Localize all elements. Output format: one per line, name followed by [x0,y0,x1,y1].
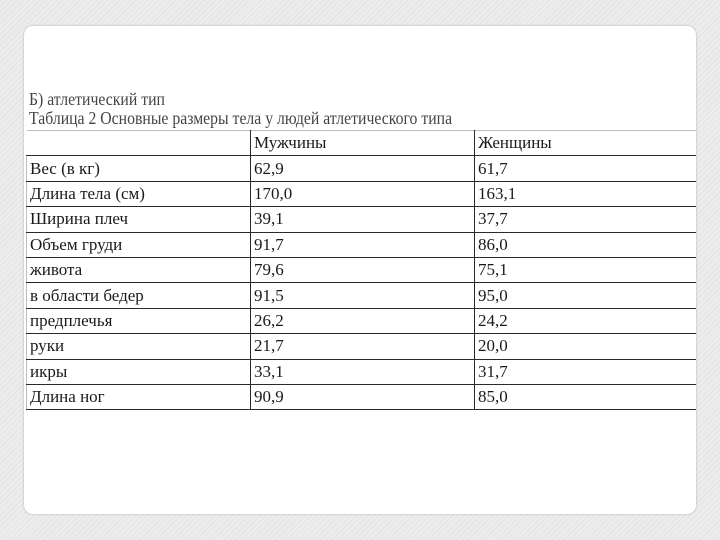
row-label: живота [27,257,251,282]
row-label: Вес (в кг) [27,156,251,181]
women-value: 24,2 [475,308,697,333]
men-value: 90,9 [251,384,475,409]
women-value: 163,1 [475,181,697,206]
header-cell-empty [27,131,251,156]
women-value: 86,0 [475,232,697,257]
women-value: 20,0 [475,334,697,359]
table-row [27,384,697,409]
table-row [27,181,697,206]
women-value: 85,0 [475,384,697,409]
table-row [27,232,697,257]
table-row [27,283,697,308]
table-row [27,257,697,282]
slide-panel [24,26,696,514]
row-label: Длина тела (см) [27,181,251,206]
row-label: в области бедер [27,283,251,308]
men-value: 33,1 [251,359,475,384]
table-row [27,359,697,384]
men-value: 26,2 [251,308,475,333]
row-label: предплечья [27,308,251,333]
table-row [27,156,697,181]
row-label: Объем груди [27,232,251,257]
men-value: 62,9 [251,156,475,181]
men-value: 91,5 [251,283,475,308]
body-measurements-table [26,130,696,410]
table-row [27,308,697,333]
table-row [27,207,697,232]
men-value: 39,1 [251,207,475,232]
women-value: 31,7 [475,359,697,384]
row-label: Ширина плеч [27,207,251,232]
women-value: 37,7 [475,207,697,232]
women-value: 61,7 [475,156,697,181]
row-label: Длина ног [27,384,251,409]
section-subtitle: Б) атлетический тип [29,89,165,109]
men-value: 21,7 [251,334,475,359]
row-label: руки [27,334,251,359]
header-cell-men: Мужчины [251,131,475,156]
women-value: 75,1 [475,257,697,282]
men-value: 79,6 [251,257,475,282]
row-label: икры [27,359,251,384]
women-value: 95,0 [475,283,697,308]
table-header-row [27,131,697,156]
table-row [27,334,697,359]
table-title: Таблица 2 Основные размеры тела у людей атлетического типа [29,108,453,128]
heading-block [29,89,452,128]
men-value: 170,0 [251,181,475,206]
header-cell-women: Женщины [475,131,697,156]
men-value: 91,7 [251,232,475,257]
